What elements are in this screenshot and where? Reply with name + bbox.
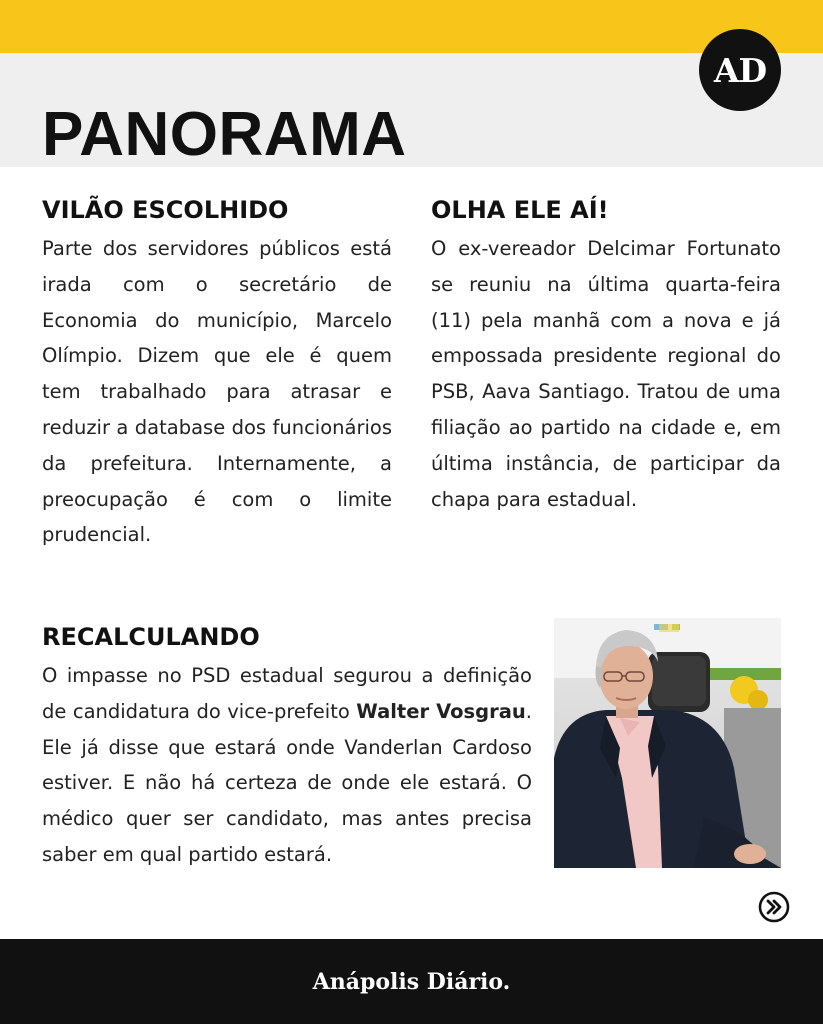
section-body-vilao: Parte dos servidores públicos está irada com o secretário de Economia do município, Marcelo Olímpio. Dizem que ele é quem tem trabalhado para atrasar e reduzir a database dos funcionários da prefeitura. Internamente, a preocupação é com o limite prudencial. [42, 237, 392, 547]
section-body-recalculando [42, 658, 532, 873]
brand-logo: AD [699, 29, 781, 111]
section-body-olha: O ex-vereador Delcimar Fortunato se reuniu na última quarta-feira (11) pela manhã com a nova e já empossada presidente regional do PSB, Aava Santiago. Tratou de uma filiação ao partido na cidade e, em última instância, de participar da chapa para estadual. [431, 237, 781, 511]
footer-brand-name: Anápolis Diário. [312, 968, 511, 995]
top-accent-bar [0, 0, 823, 53]
page-title: PANORAMA [42, 100, 407, 169]
recalc-text-before: O impasse no PSD estadual segurou a definição de candidatura do vice-prefeito [42, 664, 532, 723]
section-heading-recalculando: RECALCULANDO [42, 623, 260, 651]
section-heading-vilao: VILÃO ESCOLHIDO [42, 196, 289, 224]
recalc-person-name: Walter Vosgrau [356, 699, 526, 723]
double-chevron-right-icon[interactable] [758, 891, 790, 923]
section-heading-olha: OLHA ELE AÍ! [431, 196, 609, 224]
next-page-icon [758, 891, 790, 923]
footer-bar [0, 939, 823, 1024]
recalc-text-after: . Ele já disse que estará onde Vanderlan Cardoso estiver. E não há certeza de onde ele estará. O médico quer ser candidato, mas antes precisa saber em qual partido estará. [42, 699, 532, 866]
portrait-illustration [554, 618, 781, 868]
portrait-photo [554, 618, 781, 868]
